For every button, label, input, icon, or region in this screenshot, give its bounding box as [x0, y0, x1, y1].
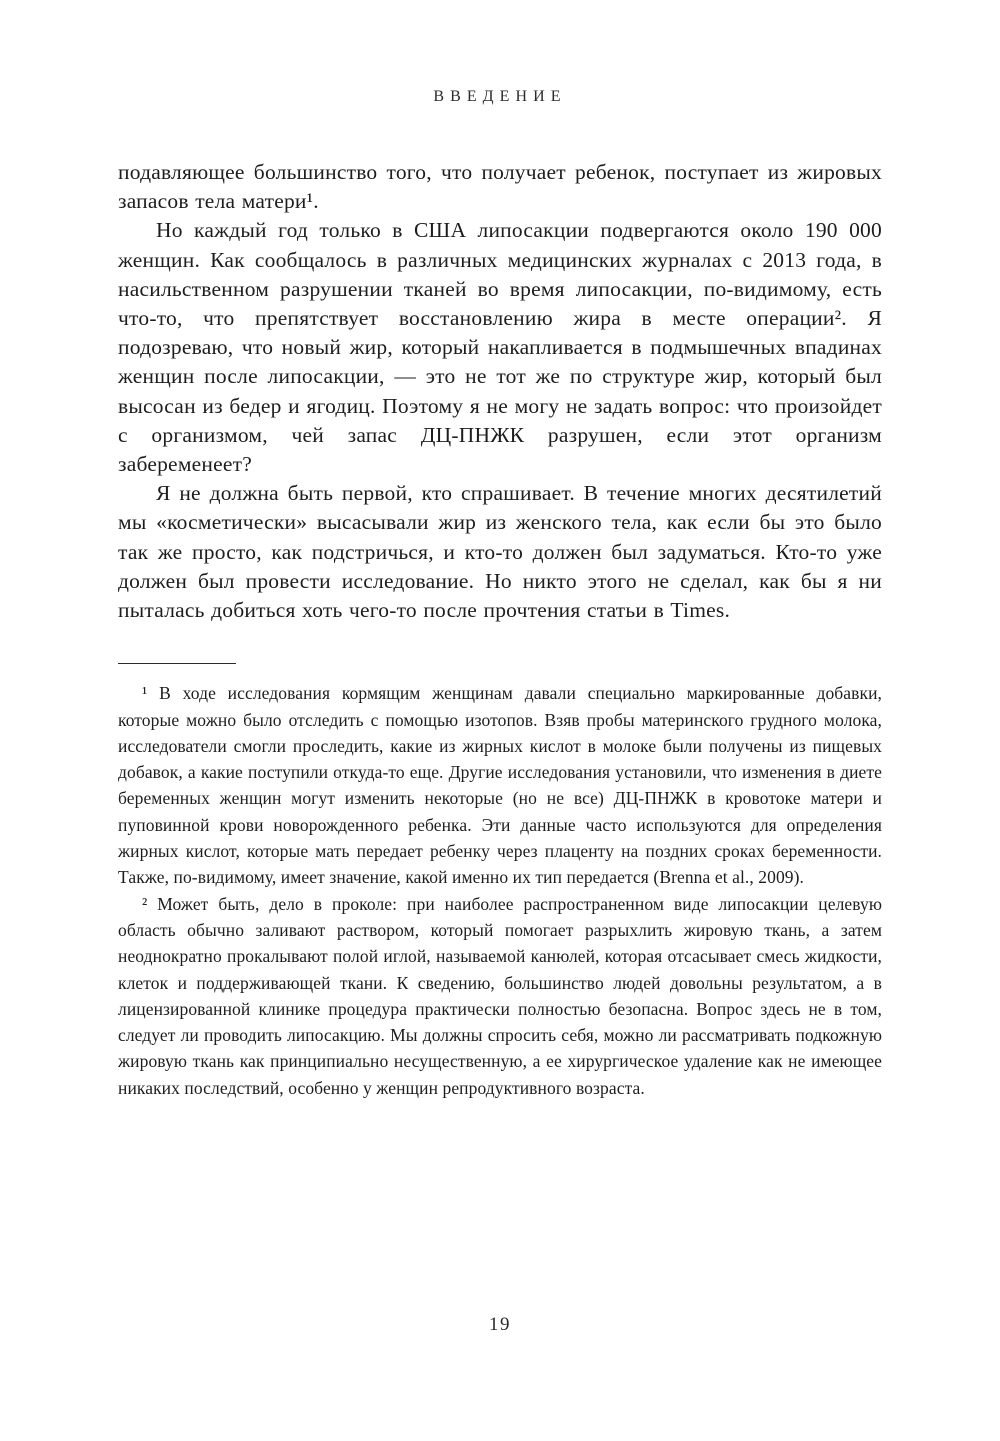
footnote: ² Может быть, дело в проколе: при наиболее распространенном виде липосакции целевую область обычно заливают раствором, который помогает разрыхлить жировую ткань, а затем неоднократно прокалывают полой иглой, называемой канюлей, которая отсасывает смесь жидкости, клеток и поддерживающей ткани. К сведению, большинство людей довольны результатом, а в лицензированной клинике процедура практически полностью безопасна. Вопрос здесь не в том, следует ли проводить липосакцию. Мы должны спросить себя, можно ли рассматривать подкожную жировую ткань как принципиально несущественную, а ее хирургическое удаление как не имеющее никаких последствий, особенно у женщин репродуктивного возраста. [118, 893, 882, 1098]
page-number: 19 [488, 1314, 512, 1335]
footnote-separator [118, 663, 236, 664]
body-paragraph: Я не должна быть первой, кто спрашивает. В течение многих десятилетий мы «косметически» высасывали жир из женского тела, как если бы это было так же просто, как подстричься, и кто-то должен был задуматься. Кто-то уже должен был провести исследование. Но никто этого не сделал, как бы я ни пыталась добиться хоть чего-то после прочтения статьи в Times. [118, 481, 882, 623]
running-head: ВВЕДЕНИЕ [433, 88, 567, 105]
footnotes [118, 680, 882, 1101]
body-paragraph: Но каждый год только в США липосакции подвергаются около 190 000 женщин. Как сообщалось в различных медицинских журналах с 2013 года, в насильственном разрушении тканей во время липосакции, по-видимому, есть что-то, что препятствует восстановлению жира в месте операции². Я подозреваю, что новый жир, который накапливается в подмышечных впадинах женщин после липосакции, — это не тот же по структуре жир, который был высосан из бедер и ягодиц. Поэтому я не могу не задать вопрос: что произойдет с организмом, чей запас ДЦ-ПНЖК разрушен, если этот организм забеременеет? [118, 218, 882, 477]
body-text [118, 158, 882, 625]
body-paragraph: подавляющее большинство того, что получает ребенок, поступает из жировых запасов тела матери¹. [118, 160, 882, 214]
footnote: ¹ В ходе исследования кормящим женщинам давали специально маркированные добавки, которые можно было отследить с помощью изотопов. Взяв пробы материнского грудного молока, исследователи смогли проследить, какие из жирных кислот в молоке были получены из пищевых добавок, а какие поступили откуда-то еще. Другие исследования установили, что изменения в диете беременных женщин могут изменить некоторые (но не все) ДЦ-ПНЖК в кровотоке матери и пуповинной крови новорожденного ребенка. Эти данные часто используются для определения жирных кислот, которые мать передает ребенку через плаценту на поздних сроках беременности. Также, по-видимому, имеет значение, какой именно их тип передается (Brenna et al., 2009). [118, 683, 882, 888]
